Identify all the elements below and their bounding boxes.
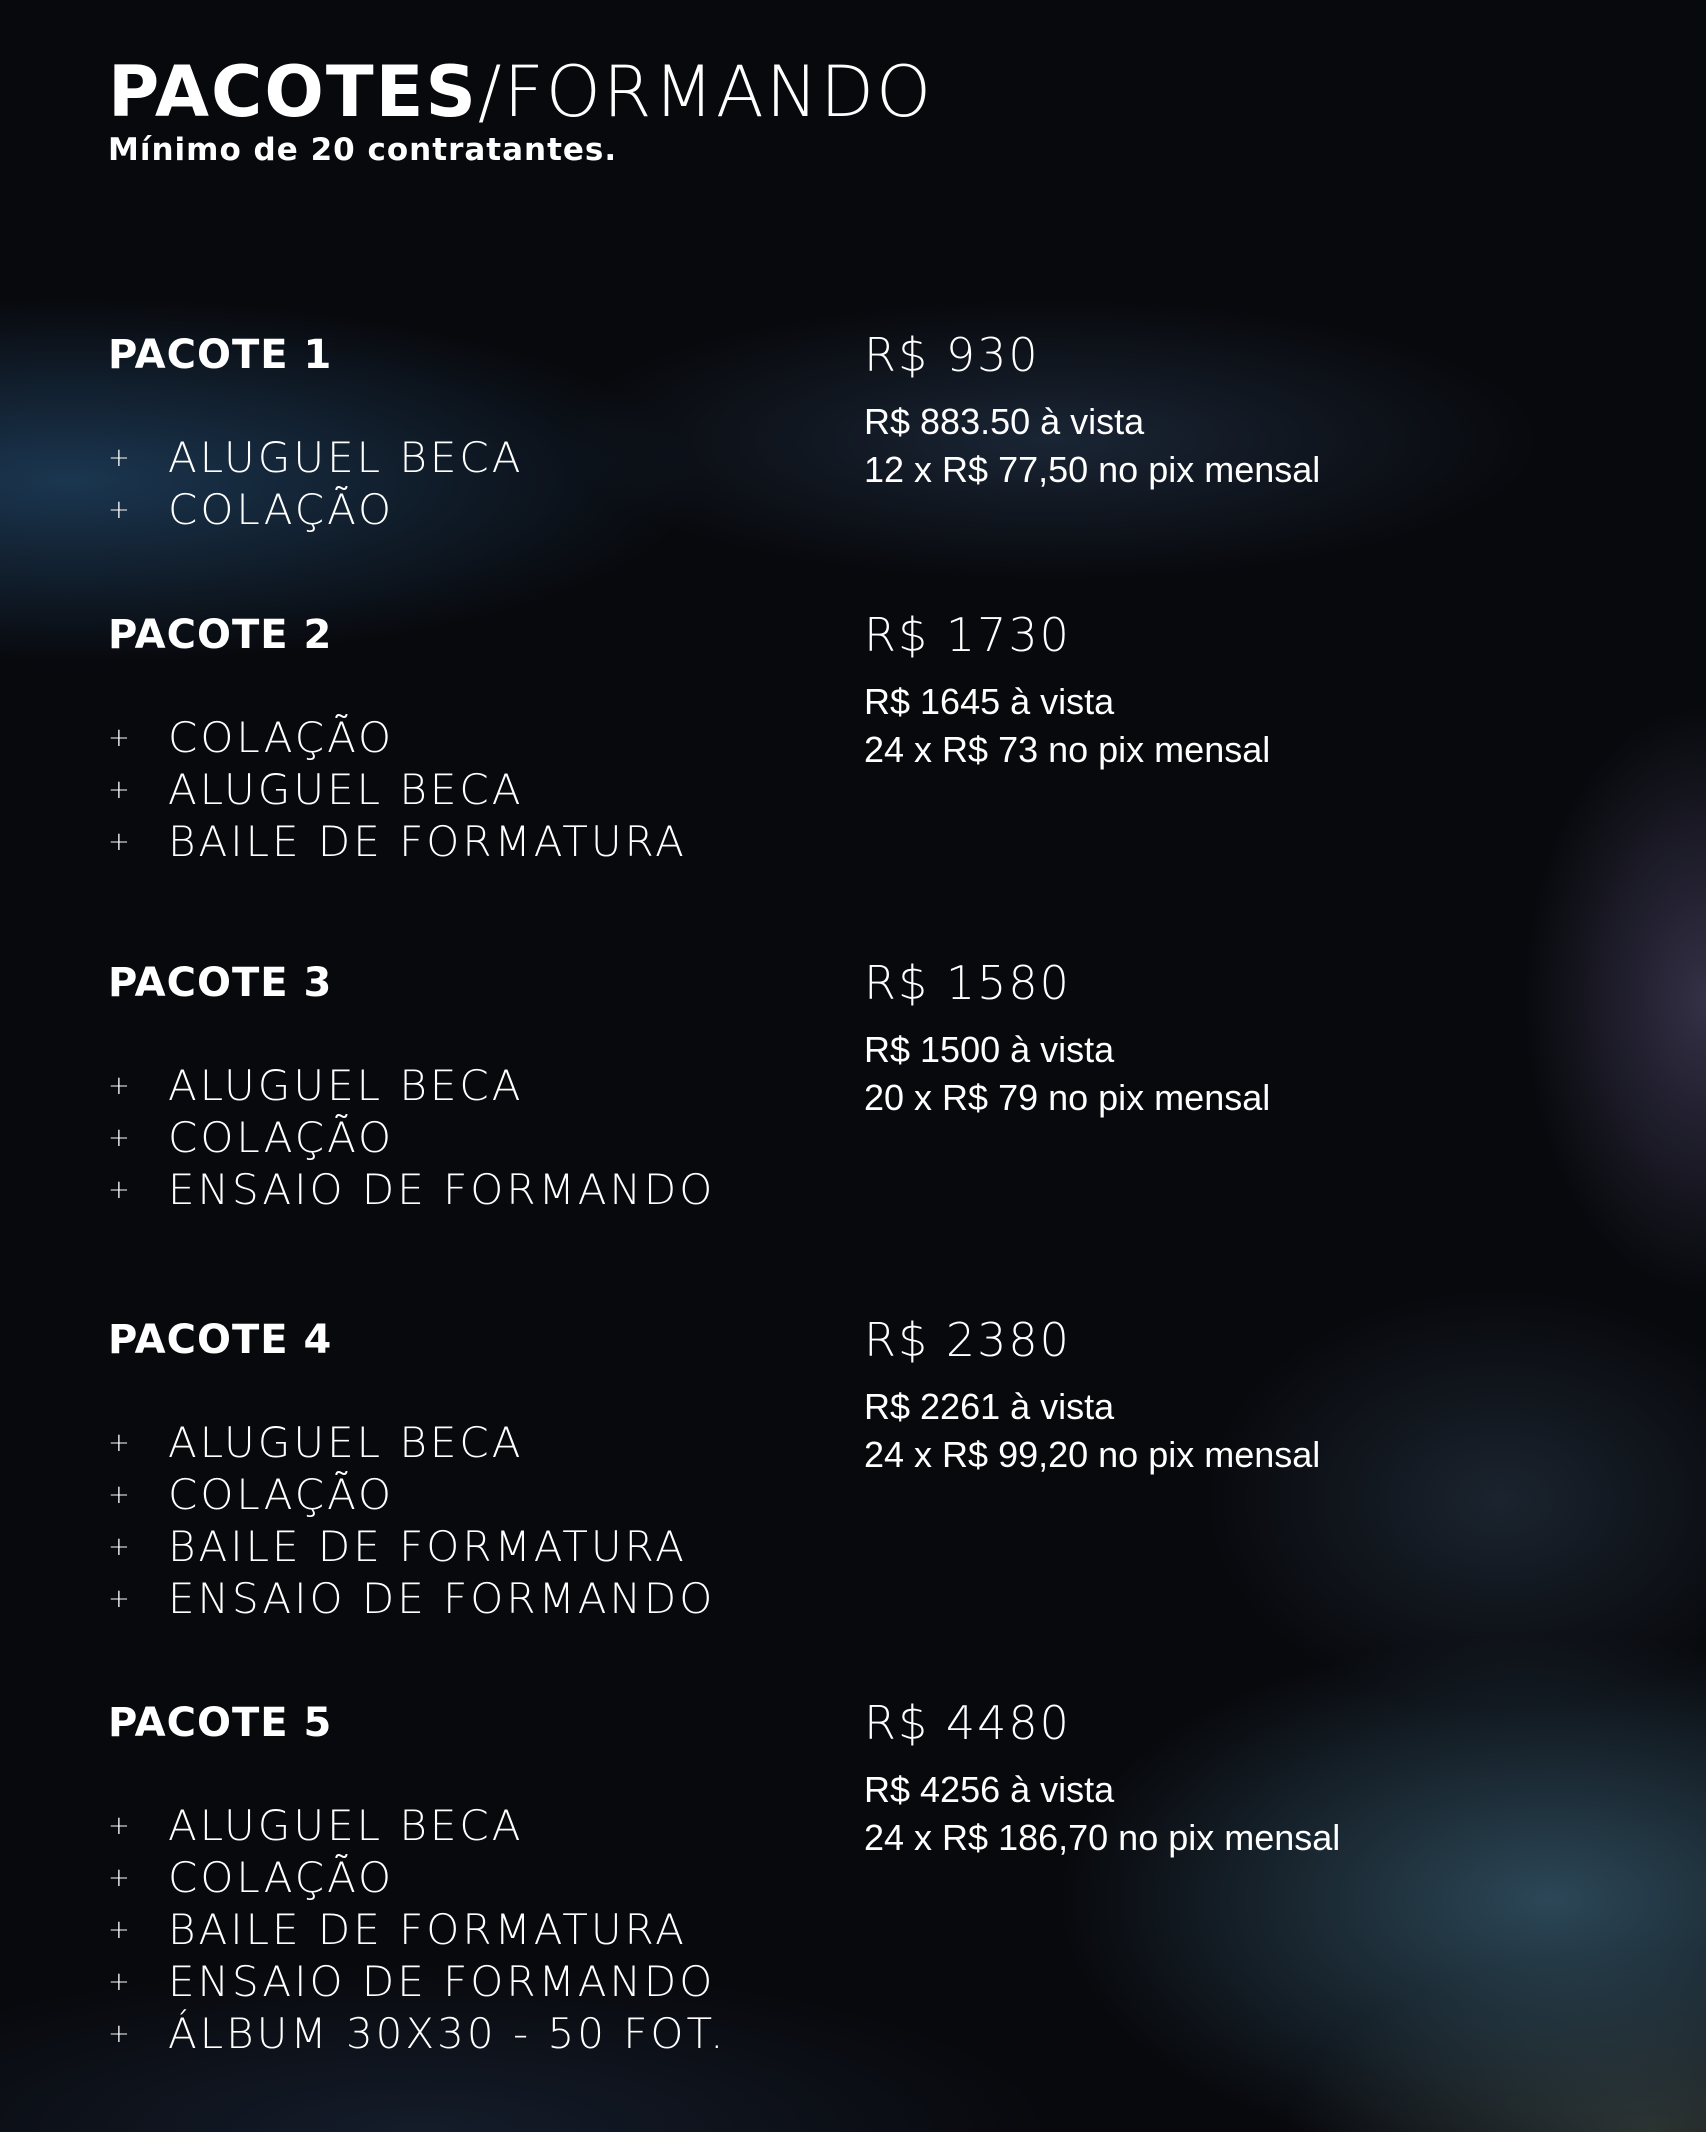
- package-item-label: ENSAIO DE FORMANDO: [168, 1165, 716, 1214]
- package-cash-price: R$ 883.50 à vista: [864, 401, 1145, 442]
- package-item-label: ALUGUEL BECA: [168, 1061, 524, 1110]
- package-cash-price: R$ 1500 à vista: [864, 1029, 1115, 1070]
- package-item-label: ALUGUEL BECA: [168, 1801, 524, 1850]
- plus-icon: +: [108, 827, 130, 857]
- package-item-label: COLAÇÃO: [168, 1113, 395, 1162]
- package-item-label: COLAÇÃO: [168, 713, 395, 762]
- plus-icon: +: [108, 1532, 130, 1562]
- package-price: R$ 930: [864, 328, 1040, 382]
- page-title: [108, 52, 933, 132]
- package-item-label: COLAÇÃO: [168, 1470, 395, 1519]
- package-installments: 12 x R$ 77,50 no pix mensal: [864, 449, 1321, 490]
- package-name: PACOTE 4: [108, 1317, 333, 1363]
- plus-icon: +: [108, 1967, 130, 1997]
- package-price: R$ 1580: [864, 956, 1071, 1010]
- package-price: R$ 2380: [864, 1313, 1071, 1367]
- page-subtitle: Mínimo de 20 contratantes.: [108, 132, 618, 168]
- package-item-label: ÁLBUM 30X30 - 50 FOT.: [168, 2009, 727, 2058]
- plus-icon: +: [108, 723, 130, 753]
- package-cash-price: R$ 4256 à vista: [864, 1769, 1115, 1810]
- package-item-label: ALUGUEL BECA: [168, 1418, 524, 1467]
- package-name: PACOTE 3: [108, 960, 333, 1006]
- plus-icon: +: [108, 1811, 130, 1841]
- plus-icon: +: [108, 775, 130, 805]
- plus-icon: +: [108, 1480, 130, 1510]
- package-name: PACOTE 1: [108, 332, 333, 378]
- package-item-label: ALUGUEL BECA: [168, 765, 524, 814]
- plus-icon: +: [108, 1584, 130, 1614]
- page-title-slash: /: [477, 51, 504, 133]
- package-name: PACOTE 2: [108, 612, 333, 658]
- package-cash-price: R$ 2261 à vista: [864, 1386, 1115, 1427]
- plus-icon: +: [108, 1915, 130, 1945]
- plus-icon: +: [108, 1175, 130, 1205]
- plus-icon: +: [108, 495, 130, 525]
- plus-icon: +: [108, 1428, 130, 1458]
- plus-icon: +: [108, 1123, 130, 1153]
- package-installments: 24 x R$ 73 no pix mensal: [864, 729, 1271, 770]
- package-item-label: BAILE DE FORMATURA: [168, 1905, 687, 1954]
- package-cash-price: R$ 1645 à vista: [864, 681, 1115, 722]
- package-installments: 20 x R$ 79 no pix mensal: [864, 1077, 1271, 1118]
- plus-icon: +: [108, 443, 130, 473]
- package-item-label: COLAÇÃO: [168, 485, 395, 534]
- package-installments: 24 x R$ 186,70 no pix mensal: [864, 1817, 1341, 1858]
- page-header: [108, 52, 933, 168]
- plus-icon: +: [108, 1863, 130, 1893]
- page-title-light: FORMANDO: [503, 51, 934, 133]
- package-item-label: ALUGUEL BECA: [168, 433, 524, 482]
- plus-icon: +: [108, 2019, 130, 2049]
- package-item-label: BAILE DE FORMATURA: [168, 817, 687, 866]
- package-item-label: COLAÇÃO: [168, 1853, 395, 1902]
- plus-icon: +: [108, 1071, 130, 1101]
- package-item-label: ENSAIO DE FORMANDO: [168, 1574, 716, 1623]
- package-name: PACOTE 5: [108, 1700, 333, 1746]
- page-title-bold: PACOTES: [108, 51, 478, 133]
- package-price: R$ 1730: [864, 608, 1071, 662]
- package-item-label: ENSAIO DE FORMANDO: [168, 1957, 716, 2006]
- package-item-label: BAILE DE FORMATURA: [168, 1522, 687, 1571]
- package-price: R$ 4480: [864, 1696, 1071, 1750]
- package-installments: 24 x R$ 99,20 no pix mensal: [864, 1434, 1321, 1475]
